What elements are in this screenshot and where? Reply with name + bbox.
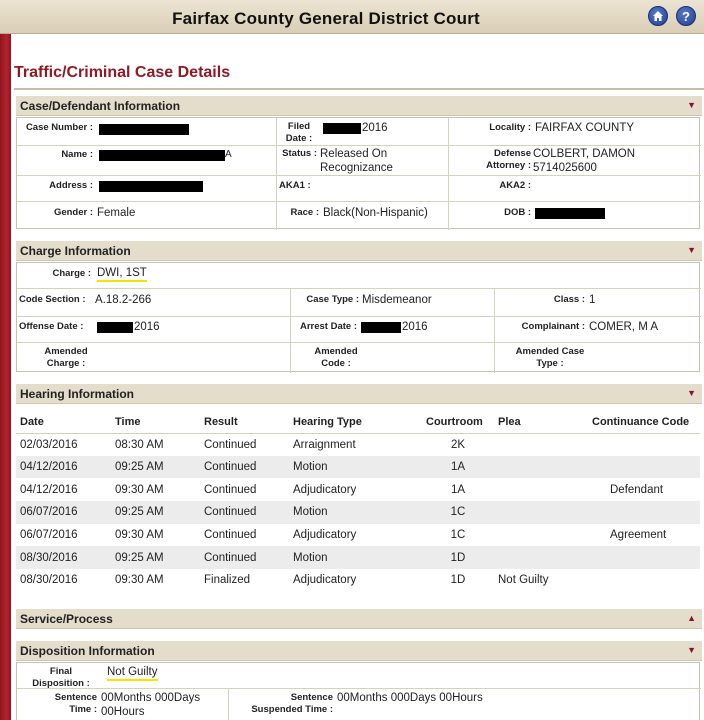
case-type-label: Case Type : [306, 294, 359, 305]
sentence-suspended-label: Sentence Suspended Time : [251, 692, 333, 715]
section-header-case-defendant[interactable] [16, 96, 702, 116]
charge-panel [16, 262, 700, 372]
dob-label: DOB : [504, 207, 531, 218]
address-label: Address : [49, 180, 93, 191]
cell-continuance: Agreement [588, 524, 700, 547]
cell-continuance [588, 456, 700, 479]
cell-courtroom: 2K [422, 433, 494, 456]
class-value: 1 [589, 294, 596, 306]
sentence-time-label: Sentence Time : [54, 692, 97, 715]
left-accent-bar [0, 34, 11, 720]
case-defendant-panel [16, 117, 700, 229]
redacted-name [99, 150, 225, 161]
collapse-arrow-icon[interactable]: ▼ [687, 388, 696, 398]
title-divider [14, 88, 704, 90]
table-row [16, 524, 700, 547]
redacted-filed-date [323, 123, 361, 134]
aka1-label: AKA1 : [279, 180, 311, 191]
cell-result: Continued [200, 456, 289, 479]
collapse-arrow-icon[interactable]: ▼ [687, 245, 696, 255]
complainant-value: COMER, M A [589, 321, 659, 333]
cell-hearing-type: Motion [289, 456, 422, 479]
cell-date: 04/12/2016 [16, 456, 111, 479]
cell-result: Finalized [200, 569, 289, 592]
cell-time: 09:25 AM [111, 546, 200, 569]
section-title: Charge Information [20, 244, 131, 258]
col-courtroom: Courtroom [422, 411, 494, 433]
cell-courtroom: 1D [422, 569, 494, 592]
cell-date: 08/30/2016 [16, 569, 111, 592]
collapse-arrow-icon[interactable]: ▼ [687, 645, 696, 655]
section-header-charge[interactable] [16, 241, 702, 261]
defense-attorney-name: COLBERT, DAMON [533, 148, 636, 160]
filed-date-label: Filed Date : [285, 121, 313, 144]
final-disposition-value: Not Guilty [107, 665, 158, 681]
table-row [16, 569, 700, 592]
cell-result: Continued [200, 478, 289, 501]
charge-value: DWI, 1ST [97, 266, 147, 282]
filed-year: 2016 [362, 122, 388, 134]
arrest-year: 2016 [402, 321, 428, 333]
status-label: Status : [282, 148, 317, 159]
header-bar [0, 0, 704, 34]
cell-time: 09:25 AM [111, 456, 200, 479]
cell-time: 08:30 AM [111, 433, 200, 456]
complainant-label: Complainant : [521, 321, 585, 332]
col-hearing-type: Hearing Type [289, 411, 422, 433]
redacted-address [99, 181, 203, 192]
redacted-offense-date [97, 322, 133, 333]
cell-hearing-type: Motion [289, 546, 422, 569]
amended-case-type-label: Amended Case Type : [515, 346, 585, 369]
locality-value: FAIRFAX COUNTY [535, 122, 635, 134]
name-suffix: A [225, 149, 232, 160]
section-header-hearing[interactable] [16, 384, 702, 404]
race-value: Black(Non-Hispanic) [323, 207, 428, 219]
cell-continuance [588, 569, 700, 592]
locality-label: Locality : [489, 122, 531, 133]
cell-continuance [588, 546, 700, 569]
cell-hearing-type: Adjudicatory [289, 478, 422, 501]
cell-courtroom: 1A [422, 456, 494, 479]
cell-plea [494, 501, 588, 524]
class-label: Class : [553, 294, 585, 305]
section-header-disposition[interactable] [16, 641, 702, 661]
col-result: Result [200, 411, 289, 433]
cell-date: 02/03/2016 [16, 433, 111, 456]
code-section-label: Code Section : [19, 294, 86, 305]
charge-label: Charge : [52, 268, 91, 279]
court-title: Fairfax County General District Court [172, 9, 480, 28]
race-label: Race : [290, 207, 319, 218]
cell-plea [494, 478, 588, 501]
cell-hearing-type: Arraignment [289, 433, 422, 456]
cell-continuance [588, 433, 700, 456]
cell-time: 09:30 AM [111, 478, 200, 501]
redacted-dob [535, 208, 605, 219]
cell-hearing-type: Motion [289, 501, 422, 524]
table-row [16, 546, 700, 569]
redacted-arrest-date [361, 322, 401, 333]
defense-attorney-phone: 5714025600 [533, 162, 597, 174]
cell-date: 06/07/2016 [16, 501, 111, 524]
case-number-label: Case Number : [25, 122, 93, 133]
col-continuance-code: Continuance Code [588, 411, 700, 433]
name-label: Name : [61, 149, 93, 160]
table-row [16, 478, 700, 501]
status-value: Released On Recognizance [320, 148, 393, 174]
cell-courtroom: 1C [422, 501, 494, 524]
aka2-label: AKA2 : [499, 180, 531, 191]
sentence-time-line1: 00Months 000Days [101, 692, 201, 704]
arrest-date-label: Arrest Date : [299, 321, 357, 332]
offense-date-label: Offense Date : [19, 321, 84, 332]
cell-continuance [588, 501, 700, 524]
cell-time: 09:25 AM [111, 501, 200, 524]
cell-date: 08/30/2016 [16, 546, 111, 569]
sentence-suspended-value: 00Months 000Days 00Hours [337, 692, 483, 704]
section-title: Disposition Information [20, 644, 155, 658]
cell-hearing-type: Adjudicatory [289, 569, 422, 592]
page-title: Traffic/Criminal Case Details [14, 64, 231, 81]
section-header-service[interactable] [16, 609, 702, 629]
cell-continuance: Defendant [588, 478, 700, 501]
expand-arrow-icon[interactable]: ▲ [687, 613, 696, 623]
section-title: Service/Process [20, 612, 113, 626]
table-row [16, 456, 700, 479]
cell-date: 04/12/2016 [16, 478, 111, 501]
cell-plea [494, 524, 588, 547]
sentence-time-line2: 00Hours [101, 706, 145, 718]
col-plea: Plea [494, 411, 588, 433]
disposition-panel [16, 662, 700, 720]
cell-hearing-type: Adjudicatory [289, 524, 422, 547]
section-title: Case/Defendant Information [20, 99, 181, 113]
offense-year: 2016 [134, 321, 160, 333]
cell-time: 09:30 AM [111, 569, 200, 592]
section-title: Hearing Information [20, 387, 135, 401]
cell-result: Continued [200, 524, 289, 547]
redacted-case-number [99, 124, 189, 135]
amended-code-label: Amended Code : [314, 346, 358, 369]
cell-result: Continued [200, 433, 289, 456]
cell-courtroom: 1D [422, 546, 494, 569]
cell-courtroom: 1C [422, 524, 494, 547]
cell-result: Continued [200, 546, 289, 569]
case-type-value: Misdemeanor [362, 294, 432, 306]
table-row [16, 501, 700, 524]
col-time: Time [111, 411, 200, 433]
col-date: Date [16, 411, 111, 433]
cell-result: Continued [200, 501, 289, 524]
gender-label: Gender : [53, 207, 93, 218]
home-icon[interactable] [648, 6, 668, 26]
defense-attorney-label: Defense Attorney : [486, 148, 531, 171]
amended-charge-label: Amended Charge : [44, 346, 88, 369]
hearing-header-row [16, 411, 700, 433]
hearing-table [16, 411, 700, 592]
cell-plea [494, 546, 588, 569]
final-disposition-label: Final Disposition : [32, 666, 90, 689]
cell-date: 06/07/2016 [16, 524, 111, 547]
cell-plea [494, 433, 588, 456]
collapse-arrow-icon[interactable]: ▼ [687, 100, 696, 110]
cell-courtroom: 1A [422, 478, 494, 501]
help-icon[interactable]: ? [676, 6, 696, 26]
cell-plea [494, 456, 588, 479]
cell-time: 09:30 AM [111, 524, 200, 547]
table-row [16, 433, 700, 456]
cell-plea: Not Guilty [494, 569, 588, 592]
gender-value: Female [97, 207, 136, 219]
code-section-value: A.18.2-266 [95, 294, 152, 306]
